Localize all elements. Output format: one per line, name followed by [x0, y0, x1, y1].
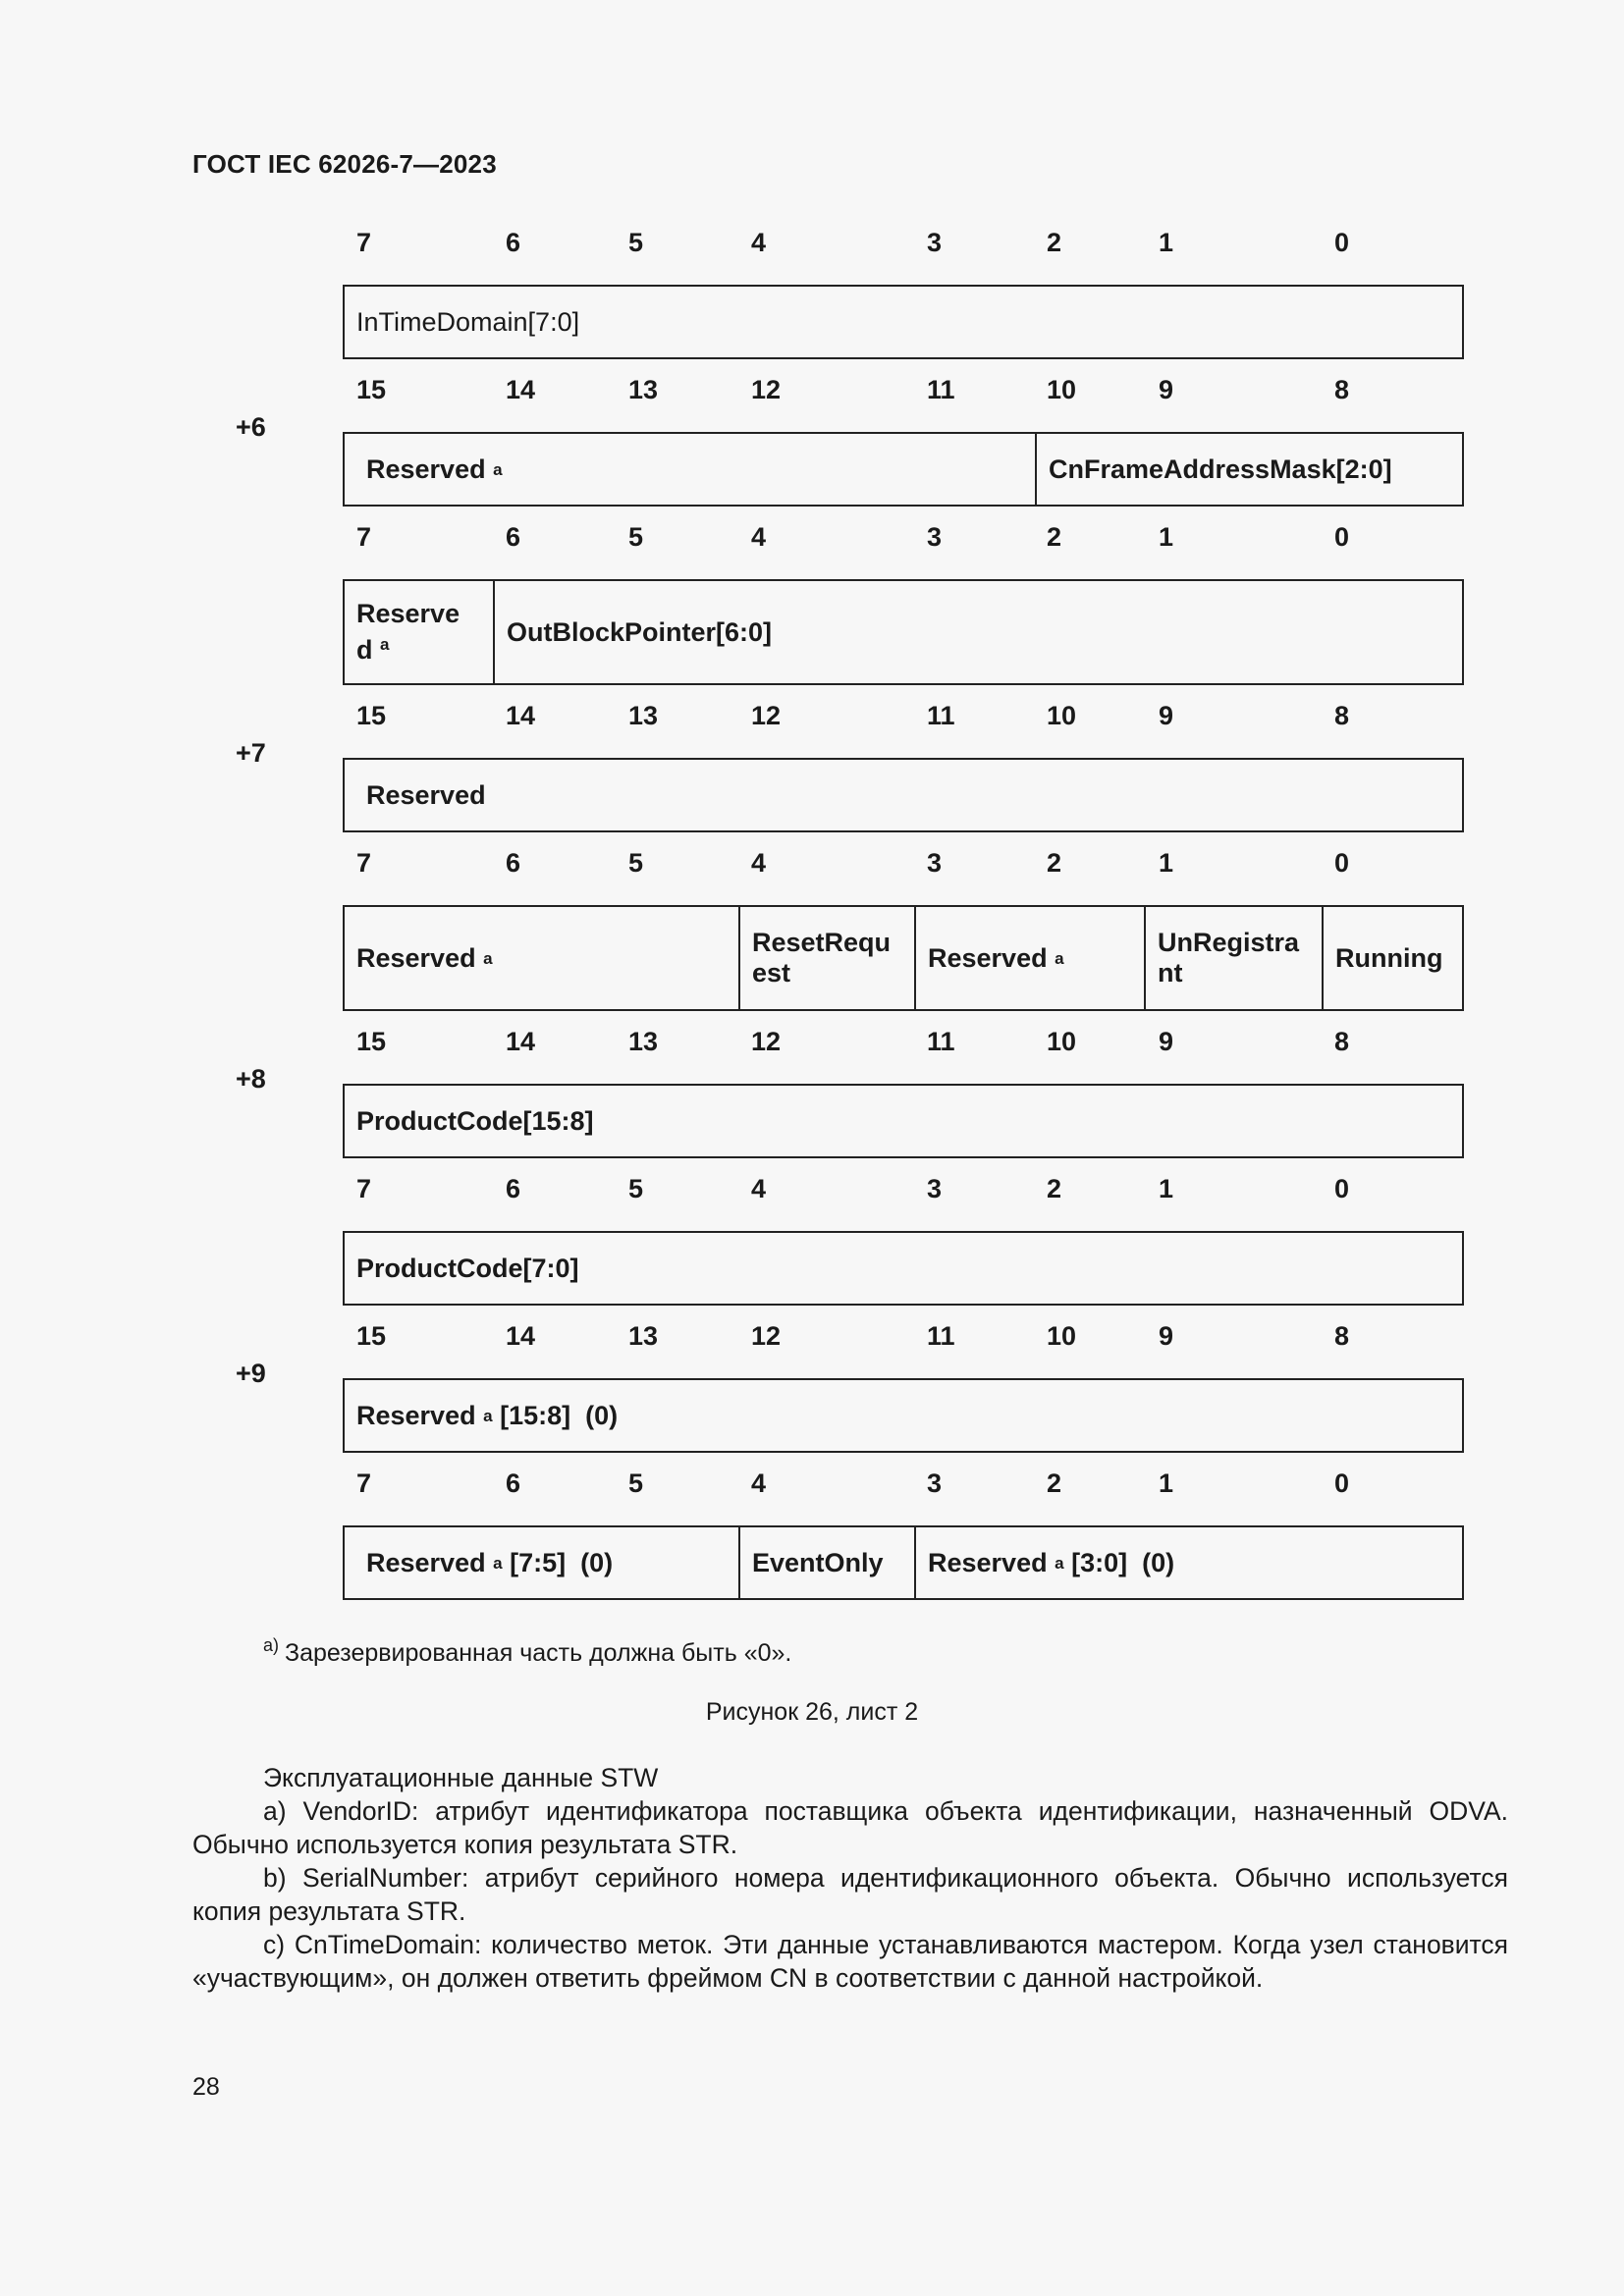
footnote-marker: a) — [263, 1635, 280, 1655]
register-field — [1037, 434, 1462, 505]
register-row — [343, 1525, 1464, 1600]
bit-number: 9 — [1159, 1321, 1174, 1351]
page-number: 28 — [192, 2073, 220, 2101]
bit-number: 5 — [628, 1174, 644, 1203]
byte-offset-label: +8 — [236, 1064, 266, 1094]
bit-number: 4 — [751, 228, 767, 257]
byte-offset-label: +9 — [236, 1359, 266, 1388]
bit-numbers-row — [0, 848, 1624, 883]
register-field — [1324, 907, 1462, 1009]
bit-number: 7 — [356, 522, 372, 552]
bit-number: 1 — [1159, 848, 1174, 878]
bit-number: 11 — [927, 375, 955, 404]
bit-number: 14 — [506, 375, 536, 404]
field-label: CnFrameAddressMask[2:0] — [1049, 454, 1392, 484]
footnote-marker: a — [483, 1406, 493, 1425]
field-label: EventOnly — [752, 1547, 884, 1577]
bit-number: 13 — [628, 1321, 659, 1351]
register-field — [916, 907, 1146, 1009]
bit-number: 15 — [356, 1321, 387, 1351]
bit-number: 9 — [1159, 1027, 1174, 1056]
footnote-marker: a — [380, 635, 390, 654]
register-field — [345, 907, 740, 1009]
bit-number: 6 — [506, 522, 521, 552]
figure-footnote — [263, 1635, 791, 1668]
bit-number: 11 — [927, 701, 955, 730]
bit-number: 1 — [1159, 522, 1174, 552]
bit-number: 2 — [1047, 228, 1062, 257]
bit-number: 11 — [927, 1027, 955, 1056]
field-label: Reserved — [928, 1547, 1048, 1577]
bit-number: 10 — [1047, 1027, 1077, 1056]
register-field — [495, 581, 1462, 683]
bit-number: 0 — [1334, 228, 1350, 257]
register-field — [345, 760, 1462, 830]
bit-number: 7 — [356, 228, 372, 257]
bit-number: 13 — [628, 701, 659, 730]
register-row — [343, 905, 1464, 1011]
bit-numbers-row — [0, 1027, 1624, 1062]
bit-number: 11 — [927, 1321, 955, 1351]
bit-number: 4 — [751, 848, 767, 878]
bit-number: 0 — [1334, 522, 1350, 552]
bit-number: 9 — [1159, 701, 1174, 730]
bit-number: 6 — [506, 228, 521, 257]
paragraph: a) VendorID: атрибут идентификатора поставщика объекта идентификации, назначенный ODVA. Обычно используется копия результата STR. — [192, 1796, 1508, 1859]
register-row — [343, 285, 1464, 359]
bit-number: 14 — [506, 1027, 536, 1056]
bit-number: 1 — [1159, 228, 1174, 257]
bit-number: 10 — [1047, 701, 1077, 730]
register-field — [740, 1527, 916, 1598]
bit-number: 5 — [628, 1468, 644, 1498]
bit-number: 2 — [1047, 522, 1062, 552]
bit-number: 10 — [1047, 1321, 1077, 1351]
field-label: Reserved — [928, 942, 1048, 973]
bit-number: 7 — [356, 848, 372, 878]
paragraph: b) SerialNumber: атрибут серийного номера идентификационного объекта. Обычно используется копия результата STR. — [192, 1863, 1508, 1926]
field-label: InTimeDomain[7:0] — [356, 306, 580, 337]
bit-number: 8 — [1334, 701, 1350, 730]
byte-offset-label: +6 — [236, 412, 266, 442]
byte-offset-label: +7 — [236, 738, 266, 768]
footnote-marker: a — [1055, 948, 1064, 968]
field-label: Running — [1335, 942, 1443, 973]
register-field — [345, 434, 1037, 505]
bit-number: 4 — [751, 1174, 767, 1203]
bit-numbers-row — [0, 1174, 1624, 1209]
bit-numbers-row — [0, 522, 1624, 558]
bit-number: 0 — [1334, 1174, 1350, 1203]
bit-number: 0 — [1334, 848, 1350, 878]
footnote-marker: a — [1055, 1553, 1064, 1573]
field-label: OutBlockPointer[6:0] — [507, 616, 773, 647]
register-field — [916, 1527, 1462, 1598]
footnote-marker: a — [493, 1553, 503, 1573]
bit-number: 5 — [628, 228, 644, 257]
bit-number: 14 — [506, 701, 536, 730]
bit-number: 14 — [506, 1321, 536, 1351]
document-header: ГОСТ IEC 62026-7—2023 — [192, 149, 497, 179]
bit-number: 7 — [356, 1174, 372, 1203]
bit-number: 5 — [628, 848, 644, 878]
footnote-marker: a — [483, 948, 493, 968]
field-label: ResetRequest — [752, 928, 892, 988]
bit-number: 12 — [751, 701, 782, 730]
bit-number: 3 — [927, 228, 943, 257]
bit-number: 5 — [628, 522, 644, 552]
figure-caption: Рисунок 26, лист 2 — [705, 1698, 919, 1726]
bit-number: 15 — [356, 701, 387, 730]
bit-number: 2 — [1047, 1468, 1062, 1498]
bit-number: 10 — [1047, 375, 1077, 404]
bit-number: 6 — [506, 1174, 521, 1203]
bit-number: 7 — [356, 1468, 372, 1498]
bit-numbers-row — [0, 701, 1624, 736]
bit-number: 9 — [1159, 375, 1174, 404]
body-text — [192, 1761, 1508, 1995]
field-range: [7:5] (0) — [510, 1547, 614, 1577]
bit-number: 3 — [927, 848, 943, 878]
bit-number: 13 — [628, 375, 659, 404]
register-row — [343, 432, 1464, 507]
register-row — [343, 1231, 1464, 1306]
bit-number: 15 — [356, 1027, 387, 1056]
bit-number: 3 — [927, 1174, 943, 1203]
bit-number: 2 — [1047, 848, 1062, 878]
bit-number: 4 — [751, 1468, 767, 1498]
register-row — [343, 1084, 1464, 1158]
register-field — [740, 907, 916, 1009]
bit-number: 1 — [1159, 1174, 1174, 1203]
field-range: [15:8] (0) — [500, 1400, 619, 1430]
bit-number: 3 — [927, 522, 943, 552]
bit-number: 0 — [1334, 1468, 1350, 1498]
bit-number: 1 — [1159, 1468, 1174, 1498]
register-row — [343, 579, 1464, 685]
bit-number: 6 — [506, 848, 521, 878]
bit-number: 6 — [506, 1468, 521, 1498]
bit-number: 3 — [927, 1468, 943, 1498]
footnote-text: Зарезервированная часть должна быть «0». — [285, 1639, 792, 1667]
field-label: Reserved — [366, 454, 486, 484]
register-field — [345, 581, 495, 683]
bit-number: 8 — [1334, 1027, 1350, 1056]
paragraph: Эксплуатационные данные STW — [263, 1763, 659, 1792]
field-label: ProductCode[7:0] — [356, 1253, 579, 1283]
bit-numbers-row — [0, 228, 1624, 263]
field-label: UnRegistrant — [1158, 928, 1300, 988]
field-label: Reserved — [366, 1547, 486, 1577]
bit-number: 15 — [356, 375, 387, 404]
bit-number: 12 — [751, 375, 782, 404]
register-field — [345, 287, 1462, 357]
bit-number: 12 — [751, 1321, 782, 1351]
bit-number: 2 — [1047, 1174, 1062, 1203]
field-label: Reserved — [356, 942, 476, 973]
register-field — [1146, 907, 1324, 1009]
field-range: [3:0] (0) — [1071, 1547, 1175, 1577]
register-row — [343, 1378, 1464, 1453]
register-row — [343, 758, 1464, 832]
bit-number: 8 — [1334, 1321, 1350, 1351]
field-label: ProductCode[15:8] — [356, 1105, 594, 1136]
field-label: Reserved — [366, 779, 486, 810]
bit-number: 8 — [1334, 375, 1350, 404]
bit-number: 12 — [751, 1027, 782, 1056]
field-label: Reserved — [356, 1400, 476, 1430]
register-field — [345, 1086, 1462, 1156]
paragraph: c) CnTimeDomain: количество меток. Эти данные устанавливаются мастером. Когда узел становится «участвующим», он должен ответить фреймом CN в соответствии с данной настройкой. — [192, 1930, 1508, 1993]
bit-numbers-row — [0, 375, 1624, 410]
bit-numbers-row — [0, 1468, 1624, 1504]
bit-number: 4 — [751, 522, 767, 552]
field-label: Reserve d — [356, 599, 460, 665]
register-field — [345, 1527, 740, 1598]
register-field — [345, 1233, 1462, 1304]
bit-numbers-row — [0, 1321, 1624, 1357]
footnote-marker: a — [493, 459, 503, 479]
register-field — [345, 1380, 1462, 1451]
bit-number: 13 — [628, 1027, 659, 1056]
